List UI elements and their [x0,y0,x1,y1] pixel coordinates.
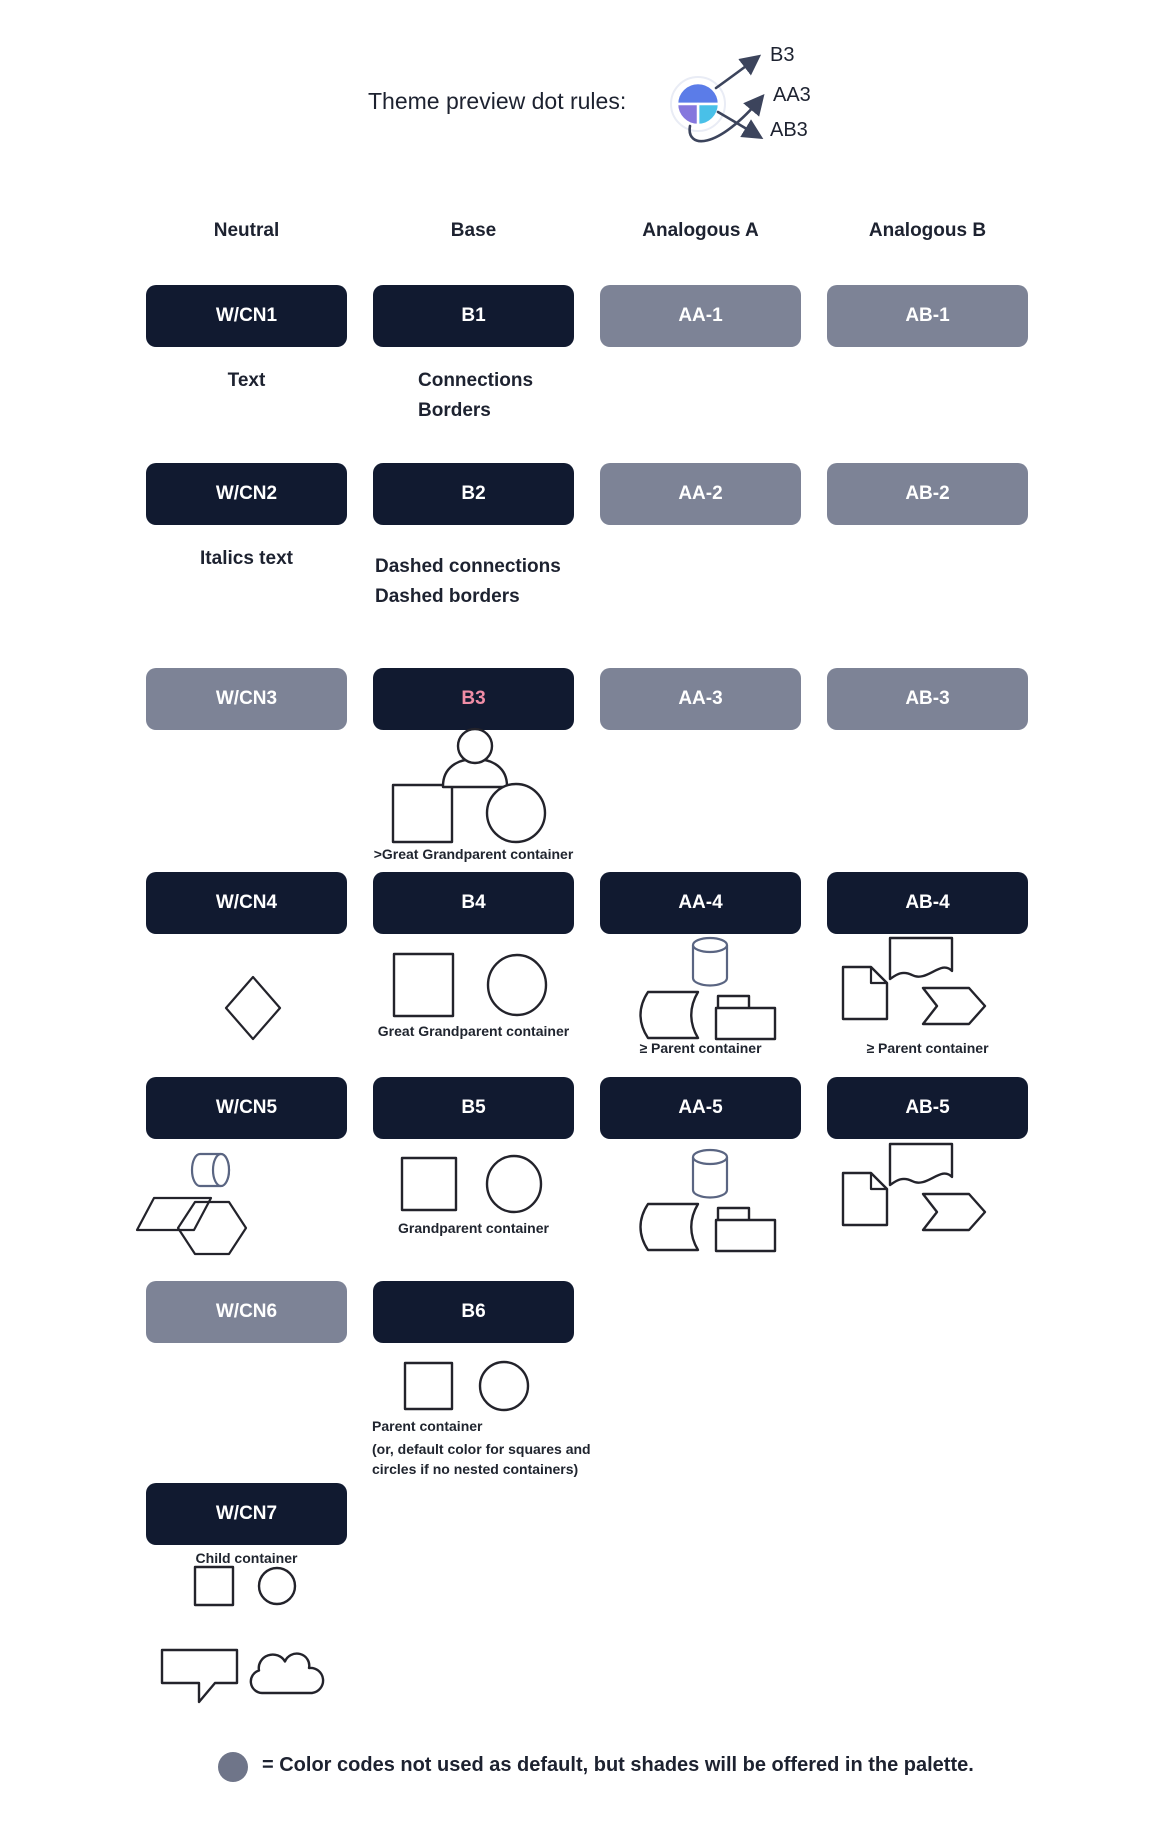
chevron-banner-shape [923,988,985,1024]
note-italics-text: Italics text [200,548,293,569]
arrow-to-b3 [716,57,758,88]
note-borders: Borders [418,400,491,421]
swatch-aa1: AA-1 [600,285,801,347]
ab5-shape-cluster [841,1142,989,1234]
b5-shape-cluster [396,1150,546,1214]
column-header-analogous-a: Analogous A [642,220,759,241]
note-text: Text [227,370,266,391]
swatch-b4: B4 [373,872,574,934]
swatch-ab4: AB-4 [827,872,1028,934]
stored-data-shape [641,992,699,1038]
legend-text: = Color codes not used as default, but shades will be offered in the palette. [262,1754,974,1776]
wave-document-shape [890,1144,952,1185]
b6-shape-cluster [399,1357,534,1413]
b6-caption-line3: circles if no nested containers) [372,1461,579,1477]
aa5-shape-cluster [632,1146,778,1254]
swatch-wcn5: W/CN5 [146,1077,347,1139]
folder-body-shape [716,1008,775,1039]
swatch-b1: B1 [373,285,574,347]
note-connections: Connections [418,370,534,391]
swatch-wcn6: W/CN6 [146,1281,347,1343]
column-header-neutral: Neutral [213,220,280,241]
b3-shape-cluster [385,722,565,846]
wcn7-shape-cluster [190,1562,302,1610]
b6-caption-line1: Parent container [372,1418,483,1434]
swatch-b2: B2 [373,463,574,525]
b4-caption: Great Grandparent container [377,1023,570,1039]
swatch-b3: B3 [373,668,574,730]
swatch-aa3: AA-3 [600,668,801,730]
chevron-banner-shape [923,1194,985,1230]
circle-shape [488,955,546,1015]
swatch-wcn4: W/CN4 [146,872,347,934]
ab4-caption: ≥ Parent container [866,1040,989,1056]
page-title: Theme preview dot rules: [368,88,627,114]
note-dashed-borders: Dashed borders [375,586,520,607]
wave-document-shape [890,938,952,979]
speech-bubble-shape [162,1650,237,1702]
wcn4-shape-cluster [224,975,282,1041]
b6-caption-line2: (or, default color for squares and [372,1441,591,1457]
callout-aa3: AA3 [773,84,811,106]
swatch-b6: B6 [373,1281,574,1343]
swatch-ab2: AB-2 [827,463,1028,525]
wcn5-shape-cluster [137,1150,249,1260]
cylinder-top-icon [693,938,727,952]
b3-caption: >Great Grandparent container [373,846,574,862]
diamond-shape [226,977,280,1039]
swatch-wcn2: W/CN2 [146,463,347,525]
dot-callout-arrows [656,28,786,153]
column-header-base: Base [450,220,497,241]
hexagon-shape [178,1202,246,1254]
swatch-wcn1: W/CN1 [146,285,347,347]
wcn7-caption: Child container [195,1550,298,1566]
document-shape [843,1173,887,1225]
square-shape [394,954,453,1016]
circle-shape [487,784,545,842]
square-shape [402,1158,456,1210]
bubble-cloud-cluster [158,1644,338,1706]
swatch-b5: B5 [373,1077,574,1139]
aa4-caption: ≥ Parent container [639,1040,762,1056]
square-shape [195,1567,233,1605]
cylinder-cap-icon [213,1154,229,1186]
aa4-shape-cluster [632,934,778,1042]
square-shape [393,785,452,842]
cylinder-top-icon [693,1150,727,1164]
stored-data-shape [641,1204,699,1250]
swatch-wcn3: W/CN3 [146,668,347,730]
circle-shape [259,1568,295,1604]
folder-body-shape [716,1220,775,1251]
callout-b3: B3 [770,44,795,66]
swatch-aa4: AA-4 [600,872,801,934]
legend-dot-icon [218,1752,248,1782]
cloud-shape [251,1654,323,1693]
person-head-icon [458,729,492,763]
swatch-ab3: AB-3 [827,668,1028,730]
b4-shape-cluster [390,948,550,1020]
circle-shape [487,1156,541,1212]
document-shape [843,967,887,1019]
arrow-to-aa3 [690,97,762,141]
swatch-wcn7: W/CN7 [146,1483,347,1545]
column-header-analogous-b: Analogous B [868,220,987,241]
swatch-aa5: AA-5 [600,1077,801,1139]
ab4-shape-cluster [841,936,989,1028]
b5-caption: Grandparent container [398,1220,549,1236]
circle-shape [480,1362,528,1410]
swatch-ab1: AB-1 [827,285,1028,347]
swatch-aa2: AA-2 [600,463,801,525]
callout-ab3: AB3 [770,119,808,141]
swatch-ab5: AB-5 [827,1077,1028,1139]
note-dashed-connections: Dashed connections [375,556,561,577]
square-shape [405,1363,452,1409]
